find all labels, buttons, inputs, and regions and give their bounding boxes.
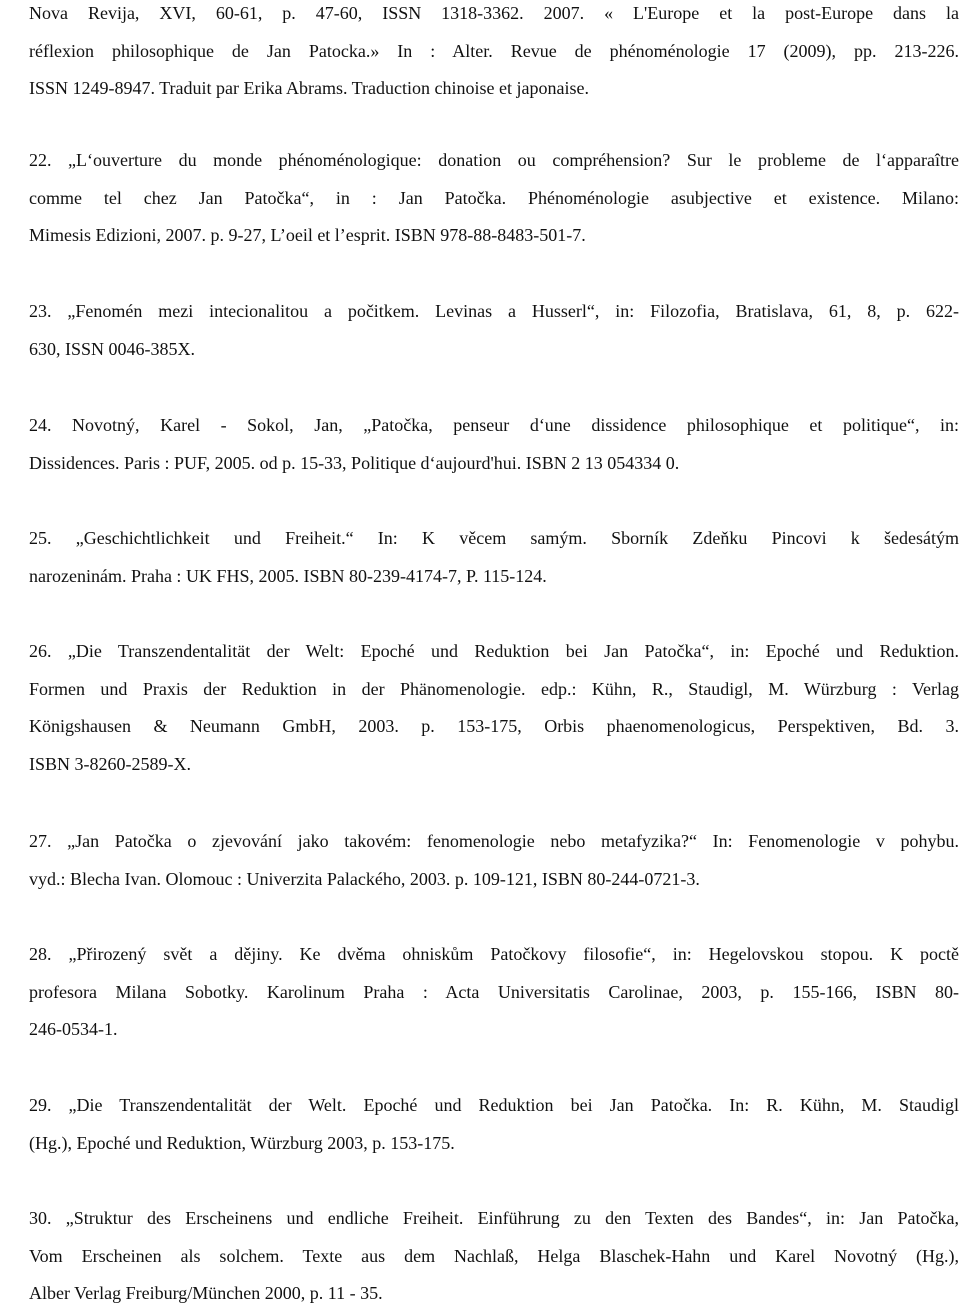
entry-line: vyd.: Blecha Ivan. Olomouc : Univerzita Palackého, 2003. p. 109-121, ISBN 80-244-0721-3. xyxy=(29,868,700,889)
entry-line: 30. „Struktur des Erscheinens und endliche Freiheit. Einführung zu den Texten des Bandes“, in: Jan Patočka, xyxy=(29,1208,959,1228)
entry-line: 22. „L‘ouverture du monde phénoménologique: donation ou compréhension? Sur le probleme de l‘apparaître xyxy=(29,150,959,170)
entry-line: 29. „Die Transzendentalität der Welt. Epoché und Reduktion bei Jan Patočka. In: R. Kühn, M. Staudigl xyxy=(29,1095,959,1115)
bibliography-entry-29 xyxy=(29,1087,959,1162)
entry-line: 246-0534-1. xyxy=(29,1019,118,1040)
entry-line: 26. „Die Transzendentalität der Welt: Epoché und Reduktion bei Jan Patočka“, in: Epoché und Reduktion. xyxy=(29,641,959,661)
bibliography-entry-22 xyxy=(29,142,959,255)
entry-line: 23. „Fenomén mezi intecionalitou a počitkem. Levinas a Husserl“, in: Filozofia, Bratislava, 61, 8, p. 622- xyxy=(29,301,959,321)
bibliography-entry-26 xyxy=(29,633,959,783)
bibliography-entry-23 xyxy=(29,293,959,368)
entry-line: (Hg.), Epoché und Reduktion, Würzburg 2003, p. 153-175. xyxy=(29,1132,455,1153)
entry-line: Mimesis Edizioni, 2007. p. 9-27, L’oeil et l’esprit. ISBN 978-88-8483-501-7. xyxy=(29,225,586,246)
bibliography-entry-21-continued xyxy=(29,0,959,108)
entry-line: profesora Milana Sobotky. Karolinum Praha : Acta Universitatis Carolinae, 2003, p. 155-166, ISBN 80- xyxy=(29,981,959,1002)
bibliography-entry-28 xyxy=(29,936,959,1049)
entry-line: 25. „Geschichtlichkeit und Freiheit.“ In: K věcem samým. Sborník Zdeňku Pincovi k šedesátým xyxy=(29,528,959,548)
bibliography-entry-24 xyxy=(29,407,959,482)
entry-line: 630, ISSN 0046-385X. xyxy=(29,338,196,359)
entry-line: réflexion philosophique de Jan Patocka.» In : Alter. Revue de phénoménologie 17 (2009), pp. 213-226. xyxy=(29,40,959,61)
entry-line: 28. „Přirozený svět a dějiny. Ke dvěma ohniskům Patočkovy filosofie“, in: Hegelovskou stopou. K poctě xyxy=(29,944,959,964)
entry-line: ISBN 3-8260-2589-X. xyxy=(29,753,191,774)
entry-line: ISSN 1249-8947. Traduit par Erika Abrams. Traduction chinoise et japonaise. xyxy=(29,78,589,99)
entry-line: 27. „Jan Patočka o zjevování jako takovém: fenomenologie nebo metafyzika?“ In: Fenomenologie v pohybu. xyxy=(29,831,959,851)
entry-line: Königshausen & Neumann GmbH, 2003. p. 153-175, Orbis phaenomenologicus, Perspektiven, Bd. 3. xyxy=(29,716,959,737)
entry-line: Dissidences. Paris : PUF, 2005. od p. 15-33, Politique d‘aujourd'hui. ISBN 2 13 054334 0. xyxy=(29,452,680,473)
entry-line: Vom Erscheinen als solchem. Texte aus dem Nachlaß, Helga Blaschek-Hahn und Karel Novotný (Hg.), xyxy=(29,1245,959,1266)
entry-line: Alber Verlag Freiburg/München 2000, p. 11 - 35. xyxy=(29,1283,383,1304)
bibliography-entry-27 xyxy=(29,823,959,898)
entry-line: Nova Revija, XVI, 60-61, p. 47-60, ISSN 1318-3362. 2007. « L'Europe et la post-Europe dans la xyxy=(29,3,959,23)
entry-line: Formen und Praxis der Reduktion in der Phänomenologie. edp.: Kühn, R., Staudigl, M. Würzburg : Verlag xyxy=(29,678,959,699)
bibliography-entry-25 xyxy=(29,520,959,595)
entry-line: narozeninám. Praha : UK FHS, 2005. ISBN 80-239-4174-7, P. 115-124. xyxy=(29,565,547,586)
entry-line: 24. Novotný, Karel - Sokol, Jan, „Patočka, penseur d‘une dissidence philosophique et politique“, in: xyxy=(29,415,959,435)
bibliography-entry-30 xyxy=(29,1200,959,1313)
entry-line: comme tel chez Jan Patočka“, in : Jan Patočka. Phénoménologie asubjective et existence. Milano: xyxy=(29,187,959,208)
